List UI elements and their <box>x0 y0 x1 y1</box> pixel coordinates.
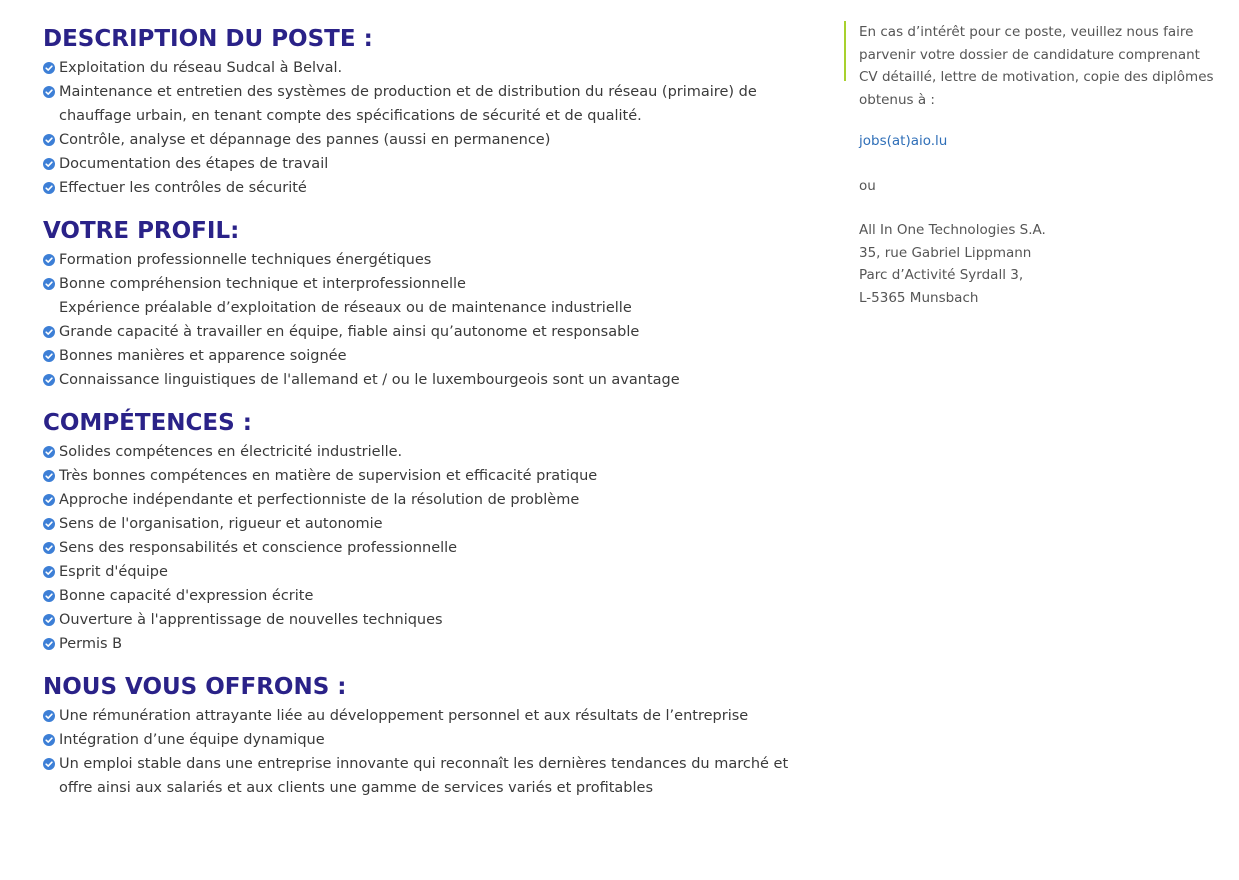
section-title-offrons: NOUS VOUS OFFRONS : <box>43 674 347 700</box>
section-title-profil: VOTRE PROFIL: <box>43 218 240 244</box>
address-line: Parc d’Activité Syrdall 3, <box>859 267 1024 283</box>
application-intro: En cas d’intérêt pour ce poste, veuillez nous faire parvenir votre dossier de candidature comprenant CV détaillé, lettre de motivation, copie des diplômes obtenus à : <box>859 24 1214 108</box>
list-item: Documentation des étapes de travail <box>43 152 823 176</box>
check-circle-icon <box>43 86 55 98</box>
list-item: Solides compétences en électricité industrielle. <box>43 440 823 464</box>
check-circle-icon <box>43 758 55 770</box>
accent-bar <box>844 21 846 81</box>
list-item: Effectuer les contrôles de sécurité <box>43 176 823 200</box>
list-item: Permis B <box>43 632 823 656</box>
check-circle-icon <box>43 638 55 650</box>
list-item: Contrôle, analyse et dépannage des pannes (aussi en permanence) <box>43 128 823 152</box>
list-item: Expérience préalable d’exploitation de réseaux ou de maintenance industrielle <box>59 300 632 316</box>
list-item: Ouverture à l'apprentissage de nouvelles techniques <box>43 608 823 632</box>
list-item: Maintenance et entretien des systèmes de production et de distribution du réseau (primaire) de chauffage urbain, en tenant compte des spécifications de sécurité et de qualité. <box>43 80 823 128</box>
main-content <box>43 24 823 800</box>
offrons-list <box>43 704 823 800</box>
description-list <box>43 56 823 200</box>
list-item: Sens de l'organisation, rigueur et autonomie <box>43 512 823 536</box>
company-address <box>859 219 1214 309</box>
check-circle-icon <box>43 158 55 170</box>
or-text: ou <box>859 177 876 194</box>
list-item: Bonne capacité d'expression écrite <box>43 584 823 608</box>
profil-list <box>43 248 823 392</box>
check-circle-icon <box>43 590 55 602</box>
check-circle-icon <box>43 518 55 530</box>
list-item: Exploitation du réseau Sudcal à Belval. <box>43 56 823 80</box>
address-line: L-5365 Munsbach <box>859 289 979 306</box>
list-item: Bonnes manières et apparence soignée <box>43 344 823 368</box>
list-item: Bonne compréhension technique et interprofessionnelle <box>43 272 823 296</box>
check-circle-icon <box>43 446 55 458</box>
check-circle-icon <box>43 542 55 554</box>
address-line: All In One Technologies S.A. <box>859 222 1046 238</box>
address-line: 35, rue Gabriel Lippmann <box>859 244 1032 261</box>
list-item: Un emploi stable dans une entreprise innovante qui reconnaît les dernières tendances du marché et offre ainsi aux salariés et aux clients une gamme de services variés et profitables <box>43 752 823 800</box>
application-sidebar <box>844 21 1214 309</box>
section-title-description: DESCRIPTION DU POSTE : <box>43 26 373 52</box>
check-circle-icon <box>43 374 55 386</box>
check-circle-icon <box>43 326 55 338</box>
section-title-competences: COMPÉTENCES : <box>43 410 252 436</box>
check-circle-icon <box>43 494 55 506</box>
check-circle-icon <box>43 278 55 290</box>
check-circle-icon <box>43 134 55 146</box>
check-circle-icon <box>43 566 55 578</box>
list-item: Sens des responsabilités et conscience professionnelle <box>43 536 823 560</box>
list-item: Approche indépendante et perfectionniste de la résolution de problème <box>43 488 823 512</box>
list-item: Esprit d'équipe <box>43 560 823 584</box>
check-circle-icon <box>43 62 55 74</box>
list-item: Grande capacité à travailler en équipe, fiable ainsi qu’autonome et responsable <box>43 320 823 344</box>
check-circle-icon <box>43 614 55 626</box>
list-item: Connaissance linguistiques de l'allemand et / ou le luxembourgeois sont un avantage <box>43 368 823 392</box>
check-circle-icon <box>43 254 55 266</box>
check-circle-icon <box>43 710 55 722</box>
check-circle-icon <box>43 182 55 194</box>
list-item: Une rémunération attrayante liée au développement personnel et aux résultats de l’entreprise <box>43 704 823 728</box>
check-circle-icon <box>43 350 55 362</box>
list-item: Formation professionnelle techniques énergétiques <box>43 248 823 272</box>
check-circle-icon <box>43 734 55 746</box>
sidebar-content <box>844 21 1214 309</box>
list-item: Intégration d’une équipe dynamique <box>43 728 823 752</box>
email-link[interactable]: jobs(at)aio.lu <box>859 133 948 149</box>
competences-list <box>43 440 823 656</box>
check-circle-icon <box>43 470 55 482</box>
list-item: Très bonnes compétences en matière de supervision et efficacité pratique <box>43 464 823 488</box>
